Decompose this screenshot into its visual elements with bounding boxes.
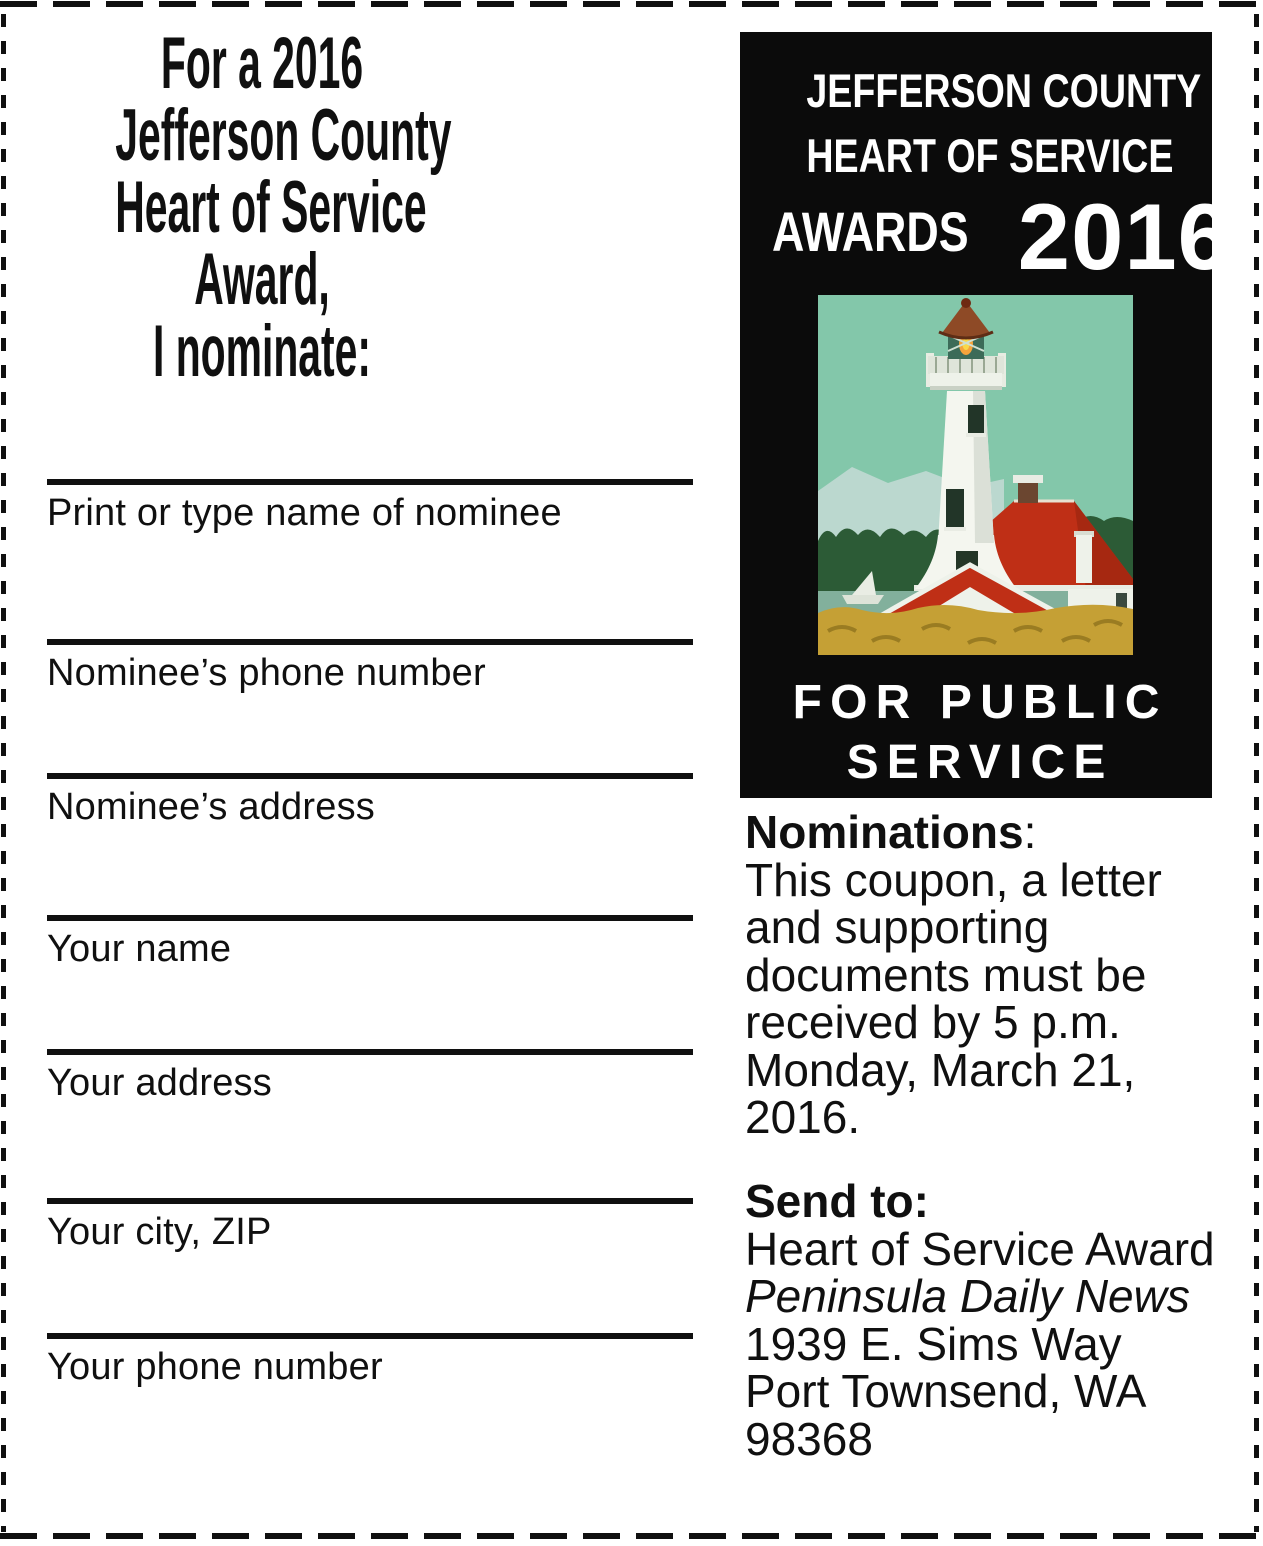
send-to-note: [745, 1175, 1231, 1465]
write-in-line: [47, 915, 693, 921]
badge-title-line: HEART OF SERVICE: [806, 129, 1174, 182]
awards-label: AWARDS: [772, 200, 969, 263]
field-label: Your city, ZIP: [47, 1211, 272, 1253]
nominations-text-line: 2016.: [745, 1091, 861, 1143]
field-label: Your name: [47, 928, 232, 970]
heading-line: For a 2016: [160, 23, 364, 104]
badge-title-line: JEFFERSON COUNTY: [806, 64, 1202, 117]
field-label: Nominee’s address: [47, 786, 375, 828]
field-label: Your address: [47, 1062, 272, 1104]
dashed-border-bottom: [0, 1533, 1263, 1539]
badge-caption: [740, 673, 1212, 793]
nominations-text-line: Monday, March 21,: [745, 1043, 1136, 1096]
write-in-line: [47, 773, 693, 779]
heading-line: Award,: [194, 239, 330, 320]
write-in-line: [47, 1333, 693, 1339]
send-to-street: 1939 E. Sims Way: [745, 1317, 1122, 1370]
badge-title: [764, 58, 1231, 292]
field-label: Your phone number: [47, 1346, 383, 1388]
form-field-nominee-phone: [47, 639, 693, 694]
send-to-recipient: Heart of Service Award: [745, 1222, 1215, 1275]
badge-caption-line: SERVICE: [846, 736, 1114, 789]
award-year: 2016: [1017, 184, 1231, 289]
form-field-nominee-address: [47, 773, 693, 828]
award-badge: [740, 32, 1231, 798]
nominations-heading: Nominations:: [745, 806, 1037, 858]
dashed-border-top: [0, 1, 1263, 7]
form-field-your-phone: [47, 1333, 693, 1388]
nominations-text-line: This coupon, a letter: [745, 853, 1162, 906]
nominations-text-line: received by 5 p.m.: [745, 996, 1121, 1048]
photo-grass: [818, 605, 1133, 655]
heading-line: Heart of Service: [115, 167, 427, 248]
send-to-heading: Send to:: [745, 1175, 929, 1227]
badge-caption-line: FOR PUBLIC: [792, 676, 1168, 729]
field-label: Nominee’s phone number: [47, 652, 486, 694]
write-in-line: [47, 1198, 693, 1204]
lighthouse-photo: [818, 295, 1133, 655]
coupon-heading: [0, 23, 524, 392]
write-in-line: [47, 1049, 693, 1055]
field-label: Print or type name of nominee: [47, 492, 562, 534]
form-field-nominee-name: [47, 479, 693, 534]
write-in-line: [47, 479, 693, 485]
form-field-your-address: [47, 1049, 693, 1104]
dashed-border-right: [1254, 14, 1259, 1532]
nominations-text-line: and supporting: [745, 901, 1050, 953]
form-field-your-city-zip: [47, 1198, 693, 1253]
badge-title-line: [764, 184, 1231, 292]
form-field-your-name: [47, 915, 693, 970]
write-in-line: [47, 639, 693, 645]
send-to-city-state: Port Townsend, WA: [745, 1365, 1147, 1417]
send-to-zip: 98368: [745, 1412, 873, 1465]
send-to-organization: Peninsula Daily News: [745, 1270, 1190, 1322]
heading-line: Jefferson County: [115, 95, 452, 176]
nominations-text-line: documents must be: [745, 948, 1147, 1001]
nominations-note: [745, 806, 1231, 1143]
heading-line: I nominate:: [152, 311, 372, 392]
